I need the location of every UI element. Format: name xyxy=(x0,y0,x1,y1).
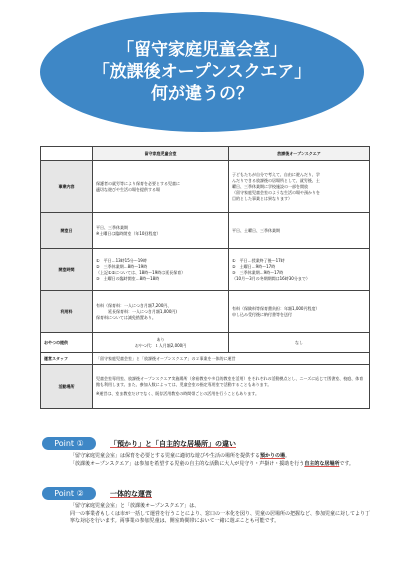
row-label-location: 活動場所 xyxy=(41,365,93,409)
cell-hours-col2: ① 平日…授業終了後～17時 ② 土曜日…9時～17時 ③ 三季休業期…9時～17時 （10月～3月の冬期期間は16時30分まで） xyxy=(229,249,370,291)
cell-content-col1: 保護者の就労等により保育を必要とする児童に 適切な遊びや生活の場を提供する場 xyxy=(93,161,229,213)
cell-open-days-col1: 平日、三季休業期 ※土曜日は臨時開室（年10回程度） xyxy=(93,213,229,249)
cell-location-span: 児童会室専用室、放課後オープンスクエア実施場所（余裕教室や多目的教室を活用）をそれぞれの活動拠点とし、ニーズに応じて図書室、校庭、体育館も利用します。また、参加人数によっては、児童会室の指定専用室で活動することもあります。 ※運営は、室ま教室だけでなく、既存活用教室の時間帯ごとの活用を行うこともあります。 xyxy=(93,365,370,409)
title-line-1: 「留守家庭児童会室」 xyxy=(117,40,287,60)
row-label-content: 事業内容 xyxy=(41,161,93,213)
row-label-staff: 運営スタッフ xyxy=(41,353,93,365)
point-2-body: 「留守家庭児童会室」と「放課後オープンスクエア」は、 同一の事業者もしくは市が一括して運営を行うことにより、窓口の一本化を図り、児童の居場所の把握など、参加児童に対してより丁寧な対応を行います。両事業の参加児童は、開室時間帯において一緒に遊ぶことも可能です。 xyxy=(70,503,371,525)
cell-open-days-col2: 平日、土曜日、三季休業期 xyxy=(229,213,370,249)
point-1-title: 「預かり」と「自主的な居場所」の違い xyxy=(110,439,236,448)
cell-staff-span: 「留守家庭児童会室」と「放課後オープンスクエア」の２事業を一体的に運営 xyxy=(93,353,370,365)
point-1-badge: Point ① xyxy=(42,437,96,450)
comparison-table xyxy=(40,146,370,409)
cell-content-col2: 子どもたちが自分で考えて、自由に遊んだり、学 んだりできる放課後の居場所として、就労後、土 曜日、三季休業期に学校施設の一部を開放 （留守家庭児童会室のような生活の場や預かりを 目的とした事業とは異なります） xyxy=(229,161,370,213)
column-header-open-square: 放課後オープンスクエア xyxy=(229,147,370,161)
title-line-2: 「放課後オープンスクエア」 xyxy=(92,62,312,82)
cell-snack-col2: なし xyxy=(229,333,370,353)
point-1-body: 「留守家庭児童会室」は保育を必要とする児童に適切な遊びや生活の場所を提供する預かりの場。 「放課後オープンスクエア」は参加を希望する児童の自主的な活動に大人が見守り・声掛け・援助を行う自主的な居場所です。 xyxy=(70,453,354,467)
title-banner xyxy=(40,12,364,132)
point-1-header xyxy=(42,437,236,450)
row-label-hours: 開室時間 xyxy=(41,249,93,291)
cell-fee-col2: 有料（保険料等保育費負担：年額1,000円程度） 申し込み受付後に納付書等を送付 xyxy=(229,291,370,333)
cell-hours-col1: ① 平日…13時15分～19時 ② 三季休業期…8時～19時 （上記①②については、18時～19時は延長保育） ③ 土曜日の臨時開室…8時～18時 xyxy=(93,249,229,291)
cell-fee-col1: 有料（保育料：一人につき月額7,200円、 延長保育料：一人につき月額1,000円) 保育料については減免措置あり。 xyxy=(93,291,229,333)
point-2-header xyxy=(42,487,152,500)
cell-snack-col1: あり おやつ代：１人月額2,000円 xyxy=(93,333,229,353)
row-label-snack: おやつの提供 xyxy=(41,333,93,353)
row-label-fee: 利用料 xyxy=(41,291,93,333)
point-2-badge: Point ② xyxy=(42,487,96,500)
title-line-3: 何が違うの？ xyxy=(151,84,253,104)
table-corner xyxy=(41,147,93,161)
column-header-jidoukaishitsu: 留守家庭児童会室 xyxy=(93,147,229,161)
point-2-title: 一体的な運営 xyxy=(110,489,152,498)
row-label-open-days: 開室日 xyxy=(41,213,93,249)
